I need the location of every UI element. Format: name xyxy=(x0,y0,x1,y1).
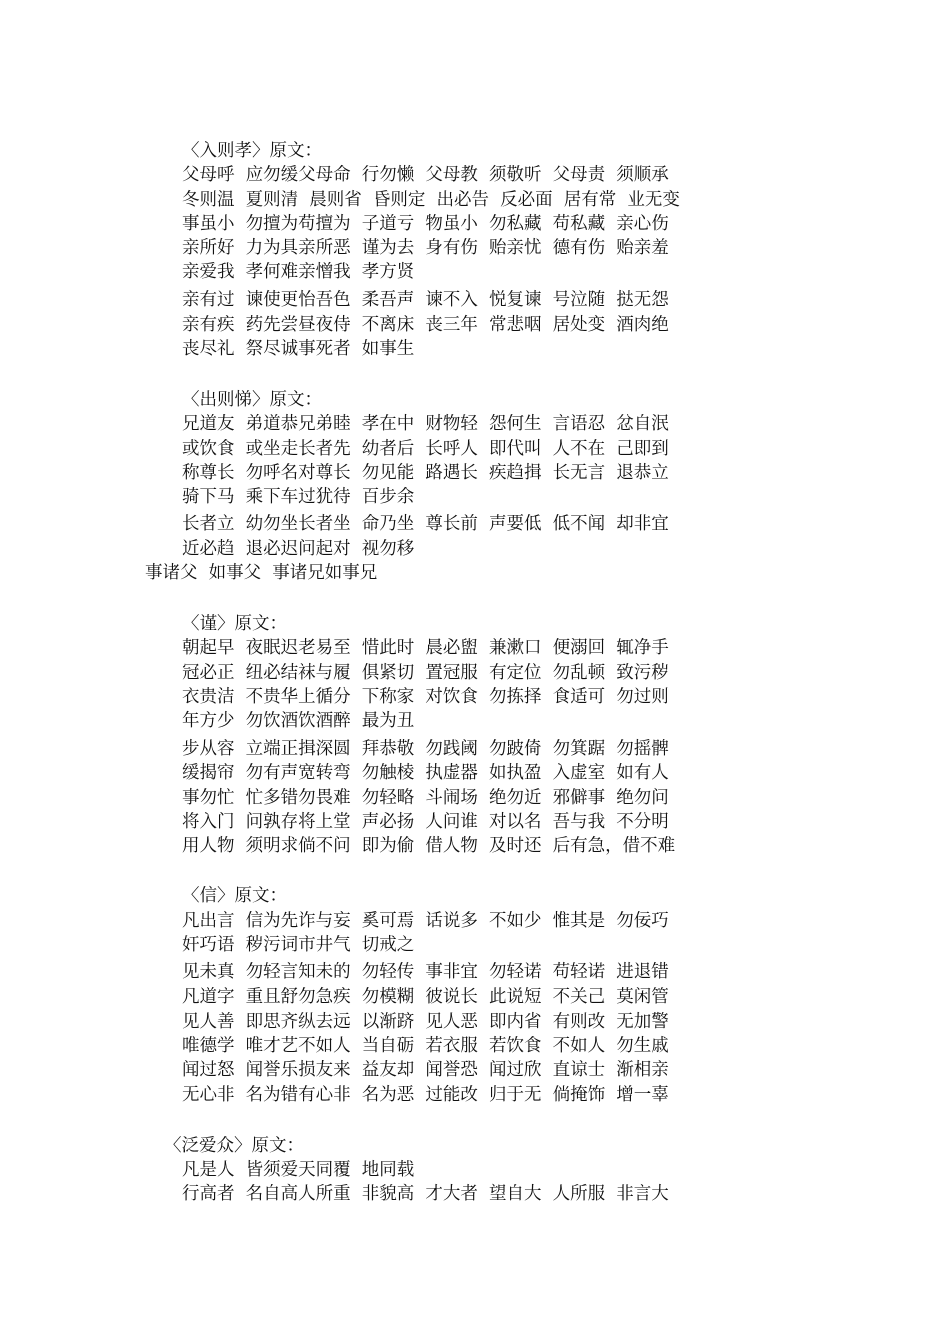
text-line: 亲爱我 孝何难亲憎我 孝方贤 xyxy=(182,262,415,282)
text-line: 称尊长 勿呼名对尊长 勿见能 路遇长 疾趋揖 长无言 退恭立 xyxy=(182,463,669,483)
text-line: 朝起早 夜眠迟老易至 惜此时 晨必盥 兼漱口 便溺回 辄净手 xyxy=(182,638,669,658)
text-line: 缓揭帘 勿有声宽转弯 勿触棱 执虚器 如执盈 入虚室 如有人 xyxy=(182,763,669,783)
text-line-outdented: 事诸父 如事父 事诸兄如事兄 xyxy=(145,563,378,583)
text-line: 丧尽礼 祭尽诚事死者 如事生 xyxy=(182,339,415,359)
text-line: 亲所好 力为具亲所恶 谨为去 身有伤 贻亲忧 德有伤 贻亲羞 xyxy=(182,238,669,258)
text-line: 行高者 名自高人所重 非貌高 才大者 望自大 人所服 非言大 xyxy=(182,1184,669,1204)
section-heading: 〈信〉原文： xyxy=(182,886,287,906)
text-line: 骑下马 乘下车过犹待 百步余 xyxy=(182,487,415,507)
text-line: 冠必正 纽必结袜与履 俱紧切 置冠服 有定位 勿乱顿 致污秽 xyxy=(182,663,669,683)
text-line: 事勿忙 忙多错勿畏难 勿轻略 斗闹场 绝勿近 邪僻事 绝勿问 xyxy=(182,788,669,808)
section-heading: 〈入则孝〉原文： xyxy=(182,141,322,161)
text-line: 亲有过 谏使更怡吾色 柔吾声 谏不入 悦复谏 号泣随 挞无怨 xyxy=(182,290,669,310)
text-line: 衣贵洁 不贵华上循分 下称家 对饮食 勿拣择 食适可 勿过则 xyxy=(182,687,669,707)
section-heading: 〈谨〉原文： xyxy=(182,614,287,634)
text-line: 近必趋 退必迟问起对 视勿移 xyxy=(182,539,415,559)
text-line: 唯德学 唯才艺不如人 当自砺 若衣服 若饮食 不如人 勿生戚 xyxy=(182,1036,669,1056)
text-line: 兄道友 弟道恭兄弟睦 孝在中 财物轻 怨何生 言语忍 忿自泯 xyxy=(182,414,669,434)
text-line: 凡是人 皆须爱天同覆 地同载 xyxy=(182,1160,415,1180)
text-line: 见未真 勿轻言知未的 勿轻传 事非宜 勿轻诺 苟轻诺 进退错 xyxy=(182,962,669,982)
text-line: 父母呼 应勿缓父母命 行勿懒 父母教 须敬听 父母责 须顺承 xyxy=(182,165,669,185)
text-line: 奸巧语 秽污词市井气 切戒之 xyxy=(182,935,415,955)
text-line: 将入门 问孰存将上堂 声必扬 人问谁 对以名 吾与我 不分明 xyxy=(182,812,669,832)
text-line: 长者立 幼勿坐长者坐 命乃坐 尊长前 声要低 低不闻 却非宜 xyxy=(182,514,669,534)
text-line: 步从容 立端正揖深圆 拜恭敬 勿践阈 勿跛倚 勿箕踞 勿摇髀 xyxy=(182,739,669,759)
text-line: 无心非 名为错有心非 名为恶 过能改 归于无 倘掩饰 增一辜 xyxy=(182,1085,669,1105)
text-line: 闻过怒 闻誉乐损友来 益友却 闻誉恐 闻过欣 直谅士 渐相亲 xyxy=(182,1060,669,1080)
section-heading: 〈泛爱众〉原文： xyxy=(164,1136,304,1156)
text-line: 凡道字 重且舒勿急疾 勿模糊 彼说长 此说短 不关己 莫闲管 xyxy=(182,987,669,1007)
section-heading: 〈出则悌〉原文： xyxy=(182,390,322,410)
text-line: 或饮食 或坐走长者先 幼者后 长呼人 即代叫 人不在 己即到 xyxy=(182,439,669,459)
text-line: 见人善 即思齐纵去远 以渐跻 见人恶 即内省 有则改 无加警 xyxy=(182,1012,669,1032)
text-line: 年方少 勿饮酒饮酒醉 最为丑 xyxy=(182,711,415,731)
text-line: 冬则温 夏则清 晨则省 昏则定 出必告 反必面 居有常 业无变 xyxy=(182,190,680,210)
text-line: 事虽小 勿擅为苟擅为 子道亏 物虽小 勿私藏 苟私藏 亲心伤 xyxy=(182,214,669,234)
text-line: 凡出言 信为先诈与妄 奚可焉 话说多 不如少 惟其是 勿佞巧 xyxy=(182,911,669,931)
text-line: 用人物 须明求倘不问 即为偷 借人物 及时还 后有急，借不难 xyxy=(182,836,676,856)
text-line: 亲有疾 药先尝昼夜侍 不离床 丧三年 常悲咽 居处变 酒肉绝 xyxy=(182,315,669,335)
